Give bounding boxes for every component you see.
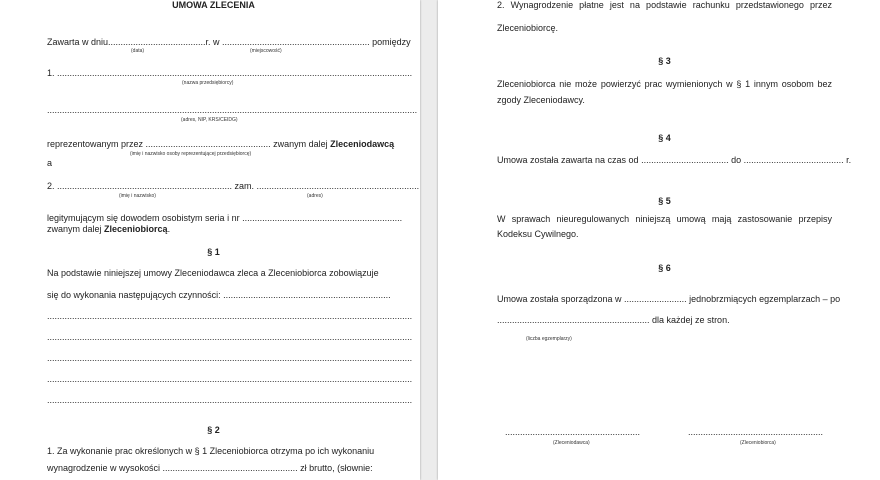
zleceniodawca-term: Zleceniodawcą xyxy=(330,139,395,149)
date-place-line: Zawarta w dniu.......................................r. w ........................................................... pomiędzy xyxy=(47,37,411,47)
payment-line-1: 2. Wynagrodzenie płatne jest na podstawie rachunku przedstawionego przez xyxy=(497,0,832,10)
section-1-line-2: się do wykonania następujących czynności: ................................................................... xyxy=(47,290,391,300)
section-2-line-2: wynagrodzenie w wysokości ...................................................... zł brutto, (słownie: xyxy=(47,463,373,473)
zwanym-end: . xyxy=(167,224,171,234)
section-2-heading: § 2 xyxy=(207,425,220,435)
contract-title: UMOWA ZLECENIA xyxy=(172,0,255,10)
section-4-heading: § 4 xyxy=(658,133,671,143)
zwanym-line xyxy=(47,224,170,235)
section-3-line-2: zgody Zleceniodawcy. xyxy=(497,95,585,105)
name-caption: (imię i nazwisko) xyxy=(119,193,156,199)
contract-page-2 xyxy=(438,0,880,480)
party1-line: 1. .............................................................................................................................................. xyxy=(47,68,413,78)
section-5-heading: § 5 xyxy=(658,196,671,206)
section-5-line-2: Kodeksu Cywilnego. xyxy=(497,229,579,239)
section-2-line-1: 1. Za wykonanie prac określonych w § 1 Zleceniobiorca otrzyma po ich wykonaniu xyxy=(47,446,375,456)
payment-line-2: Zleceniobiorcę. xyxy=(497,23,559,33)
address-caption: (adres) xyxy=(307,193,323,199)
place-caption: (miejscowość) xyxy=(250,48,282,54)
representative-text: reprezentowanym przez .................................................. zwanym dalej xyxy=(47,139,331,149)
zleceniobiorca-term: Zleceniobiorcą xyxy=(104,224,168,234)
blank-line-2: .................................................................................................................................................. xyxy=(47,332,413,342)
signature-caption-zleceniodawca: (Zleceniodawca) xyxy=(553,440,590,446)
company-name-caption: (nazwa przedsiębiorcy) xyxy=(182,80,234,86)
section-4-line: Umowa została zawarta na czas od ................................... do ........................................ r. xyxy=(497,155,852,165)
section-6-line-1: Umowa została sporządzona w ......................... jednobrzmiących egzemplarzach – po xyxy=(497,294,841,304)
copies-caption: (liczba egzemplarzy) xyxy=(526,336,572,342)
company-address-caption: (adres, NIP, KRS/CEIDG) xyxy=(181,117,238,123)
section-3-line-1: Zleceniobiorca nie może powierzyć prac wymienionych w § 1 innym osobom bez xyxy=(497,79,832,89)
party2-line: 2. ...................................................................... zam. ................................................................. xyxy=(47,181,420,191)
section-6-line-2: ............................................................. dla każdej ze stron. xyxy=(497,315,730,325)
date-caption: (data) xyxy=(131,48,145,54)
blank-line-1: .................................................................................................................................................. xyxy=(47,311,413,321)
blank-line-5: .................................................................................................................................................. xyxy=(47,395,413,405)
contract-page-1 xyxy=(0,0,420,480)
representative-caption: (imię i nazwisko osoby reprezentującej przedsiębiorcę) xyxy=(130,151,252,157)
company-address-line: .................................................................................................................................................... xyxy=(47,105,418,115)
section-6-heading: § 6 xyxy=(658,263,671,273)
zwanym-text: zwanym dalej xyxy=(47,224,105,234)
blank-line-4: .................................................................................................................................................. xyxy=(47,374,413,384)
signature-line-zleceniodawca: ...................................................... xyxy=(505,427,641,437)
section-5-line-1: W sprawach nieuregulowanych niniejszą umową mają zastosowanie przepisy xyxy=(497,214,832,224)
section-1-heading: § 1 xyxy=(207,247,220,257)
signature-caption-zleceniobiorca: (Zleceniobiorca) xyxy=(740,440,776,446)
conjunction-a: a xyxy=(47,158,53,168)
section-1-line-1: Na podstawie niniejszej umowy Zleceniodawca zleca a Zleceniobiorca zobowiązuje xyxy=(47,268,379,278)
blank-line-3: .................................................................................................................................................. xyxy=(47,353,413,363)
section-3-heading: § 3 xyxy=(658,56,671,66)
signature-line-zleceniobiorca: ...................................................... xyxy=(688,427,824,437)
representative-line xyxy=(47,139,394,150)
id-document-line: legitymującym się dowodem osobistym seria i nr ................................................................ xyxy=(47,213,403,223)
